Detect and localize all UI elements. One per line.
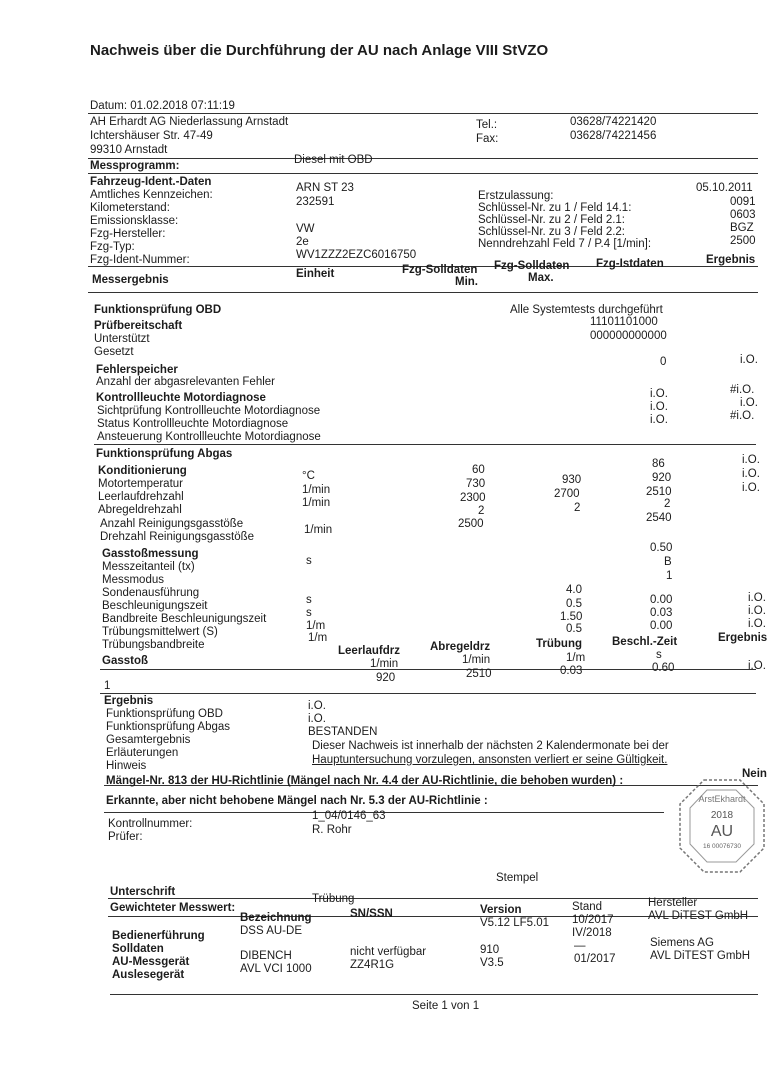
kond-row-min: 730	[466, 478, 486, 490]
kond-row-unit: 1/min	[304, 524, 333, 536]
gasstoss-label: Gasstoß	[102, 655, 149, 667]
company-name: AH Erhardt AG Niederlassung Arnstadt	[90, 116, 289, 128]
equipment-col-hersteller: Hersteller	[648, 897, 698, 909]
equipment-version: V3.5	[480, 957, 504, 969]
fehlerspeicher-header: Fehlerspeicher	[96, 364, 178, 376]
kontroll-row-ist: i.O.	[650, 388, 668, 400]
gesamtergebnis-value: BESTANDEN	[308, 726, 378, 738]
kond-row-label: Motortemperatur	[98, 478, 184, 490]
ergebnis-header: Ergebnis	[104, 695, 154, 707]
gasstoss-col: Abregeldrz	[430, 641, 491, 653]
kennzeichen-value: ARN ST 23	[296, 182, 354, 194]
stamp-number: 16 00076730	[703, 843, 741, 850]
col-einheit: Einheit	[296, 268, 335, 280]
vehicle-label: Erstzulassung:	[478, 190, 554, 202]
kontroll-row-ist: i.O.	[650, 401, 668, 413]
gas-row-label: Trübungsmittelwert (S)	[102, 626, 218, 638]
kontroll-row-label: Sichtprüfung Kontrollleuchte Motordiagnose	[97, 405, 321, 417]
col-soll-max-sub: Max.	[528, 272, 554, 284]
gas-row-max: 0.5	[566, 623, 582, 635]
equipment-bez: AVL VCI 1000	[240, 963, 312, 975]
abgas-header: Funktionsprüfung Abgas	[96, 448, 233, 460]
messprogramm-label: Messprogramm:	[90, 160, 180, 172]
kontroll-row-ist: i.O.	[650, 414, 668, 426]
equipment-row-label: Bedienerführung	[112, 930, 205, 942]
page-title: Nachweis über die Durchführung der AU nach Anlage VIII StVZO	[90, 42, 549, 59]
equipment-row-label: Solldaten	[112, 943, 164, 955]
gasstoss-col: Beschl.-Zeit	[612, 636, 678, 648]
schluessel-1-value: 0091	[730, 196, 756, 208]
kontroll-row-ergebnis: i.O.	[740, 397, 758, 409]
gas-row-ist: 1	[666, 570, 673, 582]
ergebnis-row-label: Erläuterungen	[106, 747, 179, 759]
equipment-col-stand: Stand	[572, 901, 603, 913]
gesetzt-label: Gesetzt	[94, 346, 134, 358]
kond-row-max: 2700	[554, 488, 580, 500]
erstzulassung-value: 05.10.2011	[696, 182, 753, 194]
gas-row-label: Bandbreite Beschleunigungszeit	[102, 613, 267, 625]
gesetzt-value: 000000000000	[590, 330, 667, 342]
pruefer-value: R. Rohr	[312, 824, 352, 836]
gasstoss-col: Trübung	[536, 638, 582, 650]
stamp-au: AU	[710, 823, 734, 840]
ergebnis-row-label: Funktionsprüfung Abgas	[106, 721, 231, 733]
kond-row-min: 60	[472, 464, 485, 476]
kond-row-ist: 2	[664, 498, 671, 510]
vehicle-label: Nenndrehzahl Feld 7 / P.4 [1/min]:	[478, 238, 652, 250]
gas-row-unit: 1/m	[308, 632, 328, 644]
tel-label: Tel.:	[476, 119, 498, 131]
gasstoss-value: 0.03	[560, 665, 583, 677]
equipment-sn: nicht verfügbar	[350, 946, 427, 958]
page-footer: Seite 1 von 1	[412, 1000, 480, 1012]
vehicle-header: Fahrzeug-Ident.-Daten	[90, 176, 212, 188]
gasstoss-value: i.O.	[748, 660, 766, 672]
ergebnis-row-label: Gesamtergebnis	[106, 734, 191, 746]
col-soll-min: Fzg-Solldaten	[402, 264, 478, 276]
kond-row-max: 930	[562, 474, 582, 486]
gas-row-label: Messmodus	[102, 574, 164, 586]
messprogramm-value: Diesel mit OBD	[294, 154, 373, 166]
vehicle-label: Amtliches Kennzeichen:	[90, 189, 213, 201]
equipment-hersteller: AVL DiTEST GmbH	[650, 950, 751, 962]
gas-row-unit: 1/m	[306, 620, 326, 632]
gas-row-label: Trübungsbandbreite	[102, 639, 205, 651]
kilometerstand-value: 232591	[296, 196, 335, 208]
kontroll-row-ergebnis: #i.O.	[730, 410, 755, 422]
unterschrift-label: Unterschrift	[110, 886, 176, 898]
kond-row-unit: 1/min	[302, 484, 331, 496]
typ-value: 2e	[296, 236, 309, 248]
gas-row-max: 4.0	[566, 584, 582, 596]
stamp-text: ArstEkhardt	[698, 794, 746, 804]
kond-row-unit: 1/min	[302, 497, 331, 509]
divider	[100, 693, 756, 694]
equipment-version: 910	[480, 944, 500, 956]
gasstoss-value: 920	[376, 672, 396, 684]
gas-row-max: 0.5	[566, 598, 582, 610]
kond-row-label: Abregeldrehzahl	[98, 504, 182, 516]
tel-value: 03628/74221420	[570, 116, 657, 128]
gasstoss-unit: 1/min	[370, 658, 399, 670]
fin-value: WV1ZZZ2EZC6016750	[296, 249, 417, 261]
equipment-col-sn: SN/SSN	[350, 908, 393, 920]
maengel-hu: Mängel-Nr. 813 der HU-Richtlinie (Mängel nach Nr. 4.4 der AU-Richtlinie, die behoben wurden) :	[106, 775, 624, 787]
fehler-ergebnis: i.O.	[740, 354, 758, 366]
fehler-ist: 0	[660, 356, 667, 368]
gas-row-unit: s	[306, 555, 312, 567]
vehicle-label: Schlüssel-Nr. zu 2 / Feld 2.1:	[478, 214, 626, 226]
divider	[88, 113, 758, 114]
kontroll-row-label: Ansteuerung Kontrollleuchte Motordiagnose	[97, 431, 321, 443]
truebung-label: Trübung	[312, 893, 355, 905]
maengel-hu-value: Nein	[742, 768, 767, 780]
kond-row-ist: 86	[652, 458, 665, 470]
divider	[110, 994, 758, 995]
obd-status: Alle Systemtests durchgeführt	[510, 304, 663, 316]
hersteller-value: VW	[296, 223, 315, 235]
ergebnis-row-value: i.O.	[308, 713, 326, 725]
document-date: Datum: 01.02.2018 07:11:19	[90, 100, 235, 112]
vehicle-label: Emissionsklasse:	[90, 215, 179, 227]
workshop-stamp	[674, 776, 768, 876]
kond-row-unit: °C	[302, 470, 315, 482]
divider	[88, 292, 758, 293]
equipment-sn: ZZ4R1G	[350, 959, 395, 971]
schluessel-2-value: 0603	[730, 209, 756, 221]
vehicle-label: Fzg-Ident-Nummer:	[90, 254, 190, 266]
vehicle-label: Fzg-Typ:	[90, 241, 135, 253]
equipment-stand: IV/2018	[572, 927, 612, 939]
kond-row-ergebnis: i.O.	[742, 454, 760, 466]
kond-row-min: 2	[478, 505, 485, 517]
gas-row-max: 1.50	[560, 611, 583, 623]
company-street: Ichtershäuser Str. 47-49	[90, 130, 213, 142]
schluessel-3-value: BGZ	[730, 222, 754, 234]
kontrollleuchte-header: Kontrollleuchte Motordiagnose	[96, 392, 266, 404]
equipment-stand: 10/2017	[572, 914, 614, 926]
ergebnis-row-label: Funktionsprüfung OBD	[106, 708, 223, 720]
kond-row-label: Leerlaufdrehzahl	[98, 491, 184, 503]
obd-header: Funktionsprüfung OBD	[94, 304, 222, 316]
kond-row-ist: 2510	[646, 486, 672, 498]
equipment-bez: DSS AU-DE	[240, 925, 302, 937]
col-messergebnis: Messergebnis	[92, 274, 169, 286]
kond-row-label: Anzahl Reinigungsgasstöße	[100, 518, 244, 530]
maengel-au: Erkannte, aber nicht behobene Mängel nach Nr. 5.3 der AU-Richtlinie :	[106, 795, 488, 807]
gas-row-unit: s	[306, 594, 312, 606]
kond-row-ergebnis: i.O.	[742, 468, 760, 480]
unterstuetzt-value: 11101101000	[590, 316, 658, 328]
stempel-label: Stempel	[496, 872, 539, 884]
gas-row-ergebnis: i.O.	[748, 605, 766, 617]
kontrollnummer-value: 1_04/0146_63	[312, 810, 386, 822]
kond-row-ist: 920	[652, 472, 672, 484]
gas-row-label: Messzeitanteil (tx)	[102, 561, 195, 573]
equipment-hersteller: Siemens AG	[650, 937, 714, 949]
fax-value: 03628/74221456	[570, 130, 657, 142]
fehler-label: Anzahl der abgasrelevanten Fehler	[96, 376, 276, 388]
gas-row-ergebnis: i.O.	[748, 592, 766, 604]
gasstoss-row-nr: 1	[104, 680, 111, 692]
kontroll-row-label: Status Kontrollleuchte Motordiagnose	[97, 418, 289, 430]
hinweis-text: Hauptuntersuchung vorzulegen, ansonsten verliert er seine Gültigkeit.	[312, 754, 668, 766]
hinweis-label: Hinweis	[106, 760, 147, 772]
gasstoss-value: 0.60	[652, 662, 675, 674]
kond-row-min: 2300	[460, 492, 486, 504]
kond-row-ist: 2540	[646, 512, 672, 524]
nenndrehzahl-value: 2500	[730, 235, 756, 247]
gas-row-label: Sondenausführung	[102, 587, 200, 599]
fax-label: Fax:	[476, 133, 499, 145]
gasstoss-unit: 1/min	[462, 654, 491, 666]
gasstoss-value: 2510	[466, 668, 492, 680]
company-city: 99310 Arnstadt	[90, 144, 168, 156]
gasstoss-unit: 1/m	[566, 652, 586, 664]
gas-row-ist: B	[664, 556, 672, 568]
gasstoss-col: Leerlaufdrz	[338, 645, 400, 657]
gas-row-label: Beschleunigungszeit	[102, 600, 208, 612]
equipment-version: V5.12 LF5.01	[480, 917, 550, 929]
equipment-col-bezeichnung: Bezeichnung	[240, 912, 312, 924]
equipment-stand: 01/2017	[574, 953, 616, 965]
vehicle-label: Schlüssel-Nr. zu 3 / Feld 2.2:	[478, 226, 626, 238]
hinweis-text: Dieser Nachweis ist innerhalb der nächsten 2 Kalendermonate bei der	[312, 740, 669, 752]
gasstoss-unit: s	[656, 649, 662, 661]
gas-row-ist: 0.03	[650, 607, 673, 619]
col-ergebnis: Ergebnis	[706, 254, 756, 266]
gas-row-ist: 0.00	[650, 620, 673, 632]
equipment-bez: DIBENCH	[240, 950, 292, 962]
gas-row-unit: s	[306, 607, 312, 619]
gasstoss-col: Ergebnis	[718, 632, 768, 644]
pruefbereitschaft-header: Prüfbereitschaft	[94, 320, 183, 332]
ergebnis-row-value: i.O.	[308, 700, 326, 712]
kond-row-label: Drehzahl Reinigungsgasstöße	[100, 531, 255, 543]
gewichteter-messwert-label: Gewichteter Messwert:	[110, 902, 236, 914]
vehicle-label: Schlüssel-Nr. zu 1 / Feld 14.1:	[478, 202, 632, 214]
vehicle-label: Kilometerstand:	[90, 202, 170, 214]
col-soll-max: Fzg-Solldaten	[494, 260, 570, 272]
kond-row-min: 2500	[458, 518, 484, 530]
kontrollnummer-label: Kontrollnummer:	[108, 818, 193, 830]
konditionierung-header: Konditionierung	[98, 465, 187, 477]
kond-row-ergebnis: i.O.	[742, 482, 760, 494]
gas-row-ist: 0.00	[650, 594, 673, 606]
equipment-col-version: Version	[480, 904, 522, 916]
gas-row-ergebnis: i.O.	[748, 618, 766, 630]
divider	[94, 444, 756, 445]
equipment-row-label: AU-Messgerät	[112, 956, 190, 968]
equipment-hersteller: AVL DiTEST GmbH	[648, 910, 749, 922]
pruefer-label: Prüfer:	[108, 831, 143, 843]
equipment-stand: —	[574, 940, 586, 952]
divider	[88, 173, 758, 174]
gas-row-ist: 0.50	[650, 542, 673, 554]
gasstossmessung-header: Gasstoßmessung	[102, 548, 199, 560]
kond-row-max: 2	[574, 502, 581, 514]
col-soll-min-sub: Min.	[455, 276, 478, 288]
divider	[88, 158, 758, 159]
equipment-row-label: Auslesegerät	[112, 969, 185, 981]
col-ist: Fzg-Istdaten	[596, 258, 664, 270]
unterstuetzt-label: Unterstützt	[94, 333, 150, 345]
vehicle-label: Fzg-Hersteller:	[90, 228, 166, 240]
stamp-year: 2018	[710, 810, 734, 821]
kontroll-row-ergebnis: #i.O.	[730, 384, 755, 396]
